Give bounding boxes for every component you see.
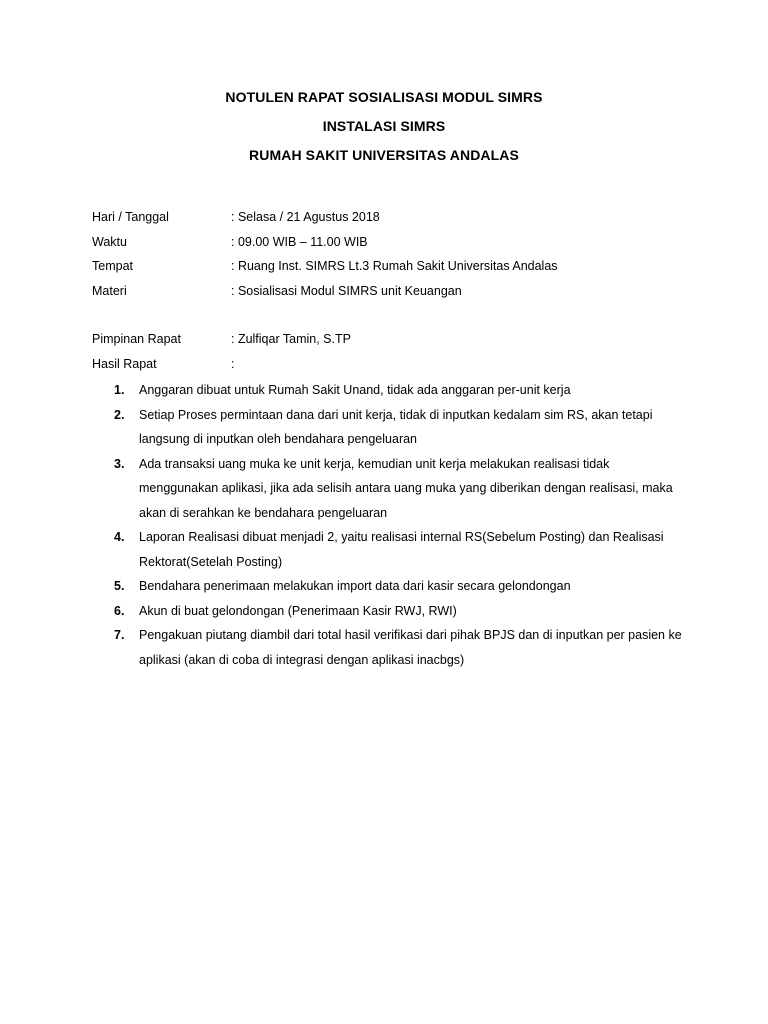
info-row-results-heading: [92, 355, 692, 380]
list-item-number: 4.: [114, 530, 125, 544]
list-item: [114, 623, 684, 672]
list-item-text: Pengakuan piutang diambil dari total hasil verifikasi dari pihak BPJS dan di inputkan per pasien ke aplikasi (akan di coba di integrasi dengan aplikasi inacbgs): [139, 628, 682, 667]
list-item-text: Laporan Realisasi dibuat menjadi 2, yaitu realisasi internal RS(Sebelum Posting) dan Realisasi Rektorat(Setelah Posting): [139, 530, 664, 569]
meeting-leader-table: [92, 330, 692, 379]
document-subtitle-institution: RUMAH SAKIT UNIVERSITAS ANDALAS: [249, 147, 519, 163]
list-item: [114, 452, 684, 526]
list-item-number: 3.: [114, 456, 125, 471]
list-item-text: Bendahara penerimaan melakukan import data dari kasir secara gelondongan: [139, 579, 571, 593]
info-label: Waktu: [92, 234, 127, 249]
list-item-number: 5.: [114, 579, 125, 593]
list-item-text: Anggaran dibuat untuk Rumah Sakit Unand, tidak ada anggaran per-unit kerja: [139, 383, 571, 397]
list-item: [114, 525, 684, 574]
list-item-text: Setiap Proses permintaan dana dari unit kerja, tidak di inputkan kedalam sim RS, akan tetapi langsung di inputkan oleh bendahara pengeluaran: [139, 407, 653, 446]
list-item-text: Ada transaksi uang muka ke unit kerja, kemudian unit kerja melakukan realisasi tidak menggunakan aplikasi, jika ada selisih antara uang muka yang diberikan dengan realisasi, maka akan di serahkan ke bendahara pengeluaran: [139, 456, 673, 520]
info-value: : Zulfiqar Tamin, S.TP: [231, 332, 351, 346]
meeting-info-table: [92, 208, 692, 306]
list-item-text: Akun di buat gelondongan (Penerimaan Kasir RWJ, RWI): [139, 603, 457, 618]
info-row-place: [92, 257, 692, 282]
info-label: Hasil Rapat: [92, 356, 157, 371]
document-title-block: [0, 88, 768, 175]
list-item: [114, 574, 684, 599]
info-label: Tempat: [92, 259, 133, 273]
info-value: : 09.00 WIB – 11.00 WIB: [231, 234, 368, 249]
info-label: Pimpinan Rapat: [92, 332, 181, 346]
meeting-results-list: [114, 378, 684, 672]
list-item-number: 7.: [114, 628, 125, 642]
info-row-material: [92, 282, 692, 307]
info-label: Hari / Tanggal: [92, 210, 169, 224]
list-item-number: 2.: [114, 407, 125, 422]
info-value: :: [231, 356, 235, 371]
info-row-time: [92, 233, 692, 258]
list-item: [114, 378, 684, 403]
list-item-number: 1.: [114, 383, 125, 397]
info-row-leader: [92, 330, 692, 355]
list-item-number: 6.: [114, 603, 125, 618]
info-label: Materi: [92, 283, 127, 298]
info-value: : Sosialisasi Modul SIMRS unit Keuangan: [231, 283, 462, 298]
list-item: [114, 599, 684, 624]
info-row-date: [92, 208, 692, 233]
info-value: : Selasa / 21 Agustus 2018: [231, 210, 380, 224]
document-subtitle-unit: INSTALASI SIMRS: [322, 118, 446, 134]
list-item: [114, 403, 684, 452]
info-value: : Ruang Inst. SIMRS Lt.3 Rumah Sakit Universitas Andalas: [231, 259, 558, 273]
document-title: NOTULEN RAPAT SOSIALISASI MODUL SIMRS: [225, 89, 543, 105]
